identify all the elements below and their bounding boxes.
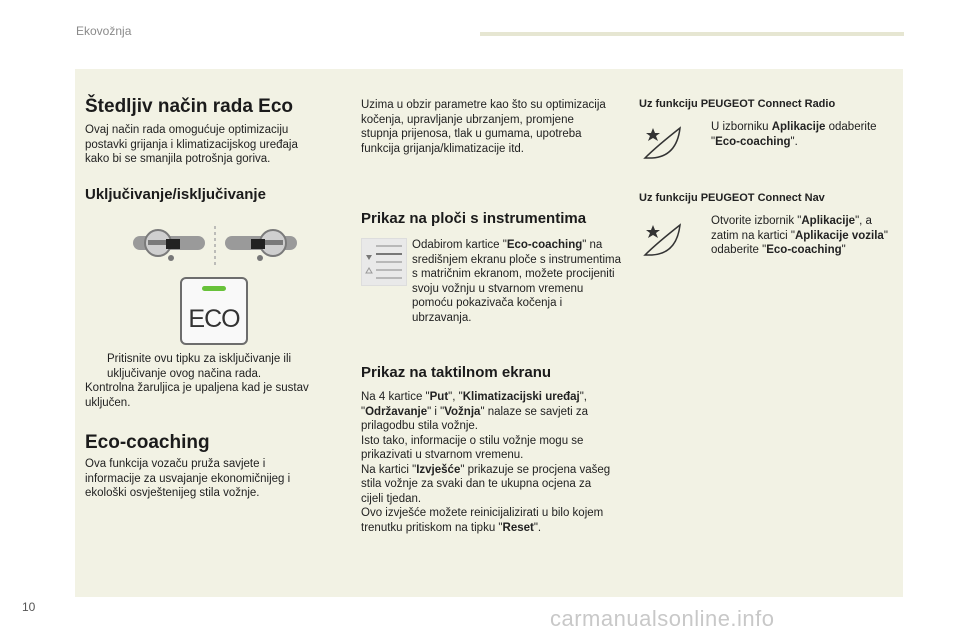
eco-button-label: ECO	[188, 305, 240, 333]
touch-tabs-paragraph: Na 4 kartice "Put", "Klimatizacijski uređaj", "Održavanje" i "Vožnja" nalaze se savjeti za prilagodbu stila vožnje.	[361, 391, 589, 432]
section-title: Ekovožnja	[76, 24, 132, 38]
page-heading: Štedljiv način rada Eco	[85, 96, 294, 117]
connect-radio-heading: Uz funkciju PEUGEOT Connect Radio	[639, 98, 836, 110]
instrument-screen-icon	[361, 238, 407, 286]
connect-nav-heading: Uz funkciju PEUGEOT Connect Nav	[639, 192, 825, 204]
steering-wheel-diagram	[133, 226, 298, 266]
watermark: carmanualsonline.info	[550, 606, 775, 631]
eco-coaching-heading: Eco-coaching	[85, 432, 210, 453]
realtime-paragraph: Isto tako, informacije o stilu vožnje mogu se prikazivati u stvarnom vremenu.	[361, 434, 584, 461]
touch-screen-heading: Prikaz na taktilnom ekranu	[361, 364, 552, 381]
toggle-heading: Uključivanje/isključivanje	[85, 186, 266, 203]
eco-indicator-lamp	[202, 286, 226, 291]
parameters-intro: Uzima u obzir parametre kao što su optimizacija kočenja, upravljanje ubrzanjem, promjene stupnja prijenosa, tlak u gumama, upotreba funkcija grijanja/klimatizacije itd.	[361, 99, 606, 155]
header-divider	[480, 32, 904, 36]
instrument-panel-heading: Prikaz na ploči s instrumentima	[361, 210, 587, 227]
page-number: 10	[22, 600, 36, 614]
connect-radio-instruction: U izborniku Aplikacije odaberite "Eco-coaching".	[711, 121, 877, 148]
report-paragraph: Na kartici "Izvješće" prikazuje se procjena vašeg stila vožnje za svaki dan te ukupna ocjena za cijeli tjedan.	[361, 463, 611, 505]
eco-coaching-description: Ova funkcija vozaču pruža savjete i informacije za usvajanje ekonomičnijeg i ekološki osvještenijeg stila vožnje.	[85, 458, 291, 499]
eco-leaf-icon	[642, 125, 684, 161]
eco-mode-intro: Ovaj način rada omogućuje optimizaciju postavki grijanja i klimatizacijskog uređaja kako bi se smanjila potrošnja goriva.	[85, 124, 298, 165]
lamp-note: Kontrolna žaruljica je upaljena kad je sustav uključen.	[85, 382, 309, 409]
steering-wheel-right-icon	[225, 230, 297, 261]
reset-paragraph: Ovo izvješće možete reinicijalizirati u bilo kojem trenutku pritiskom na tipku "Reset".	[361, 507, 604, 534]
eco-leaf-icon	[642, 222, 684, 258]
steering-wheel-left-icon	[133, 230, 205, 261]
press-instruction: Pritisnite ovu tipku za isključivanje ili uključivanje ovog načina rada.	[107, 353, 292, 380]
touch-screen-text	[361, 390, 616, 535]
connect-nav-instruction: Otvorite izbornik "Aplikacije", a zatim na kartici "Aplikacije vozila" odaberite "Eco-coaching"	[711, 215, 888, 256]
toggle-instructions	[85, 352, 325, 410]
eco-button[interactable]	[180, 277, 248, 345]
instrument-panel-text: Odabirom kartice "Eco-coaching" na središnjem ekranu ploče s instrumentima s matričnim ekranom, možete procijeniti svoju vožnju u stvarnom vremenu pomoću pokazivača kočenja i ubrzavanja.	[412, 239, 622, 324]
